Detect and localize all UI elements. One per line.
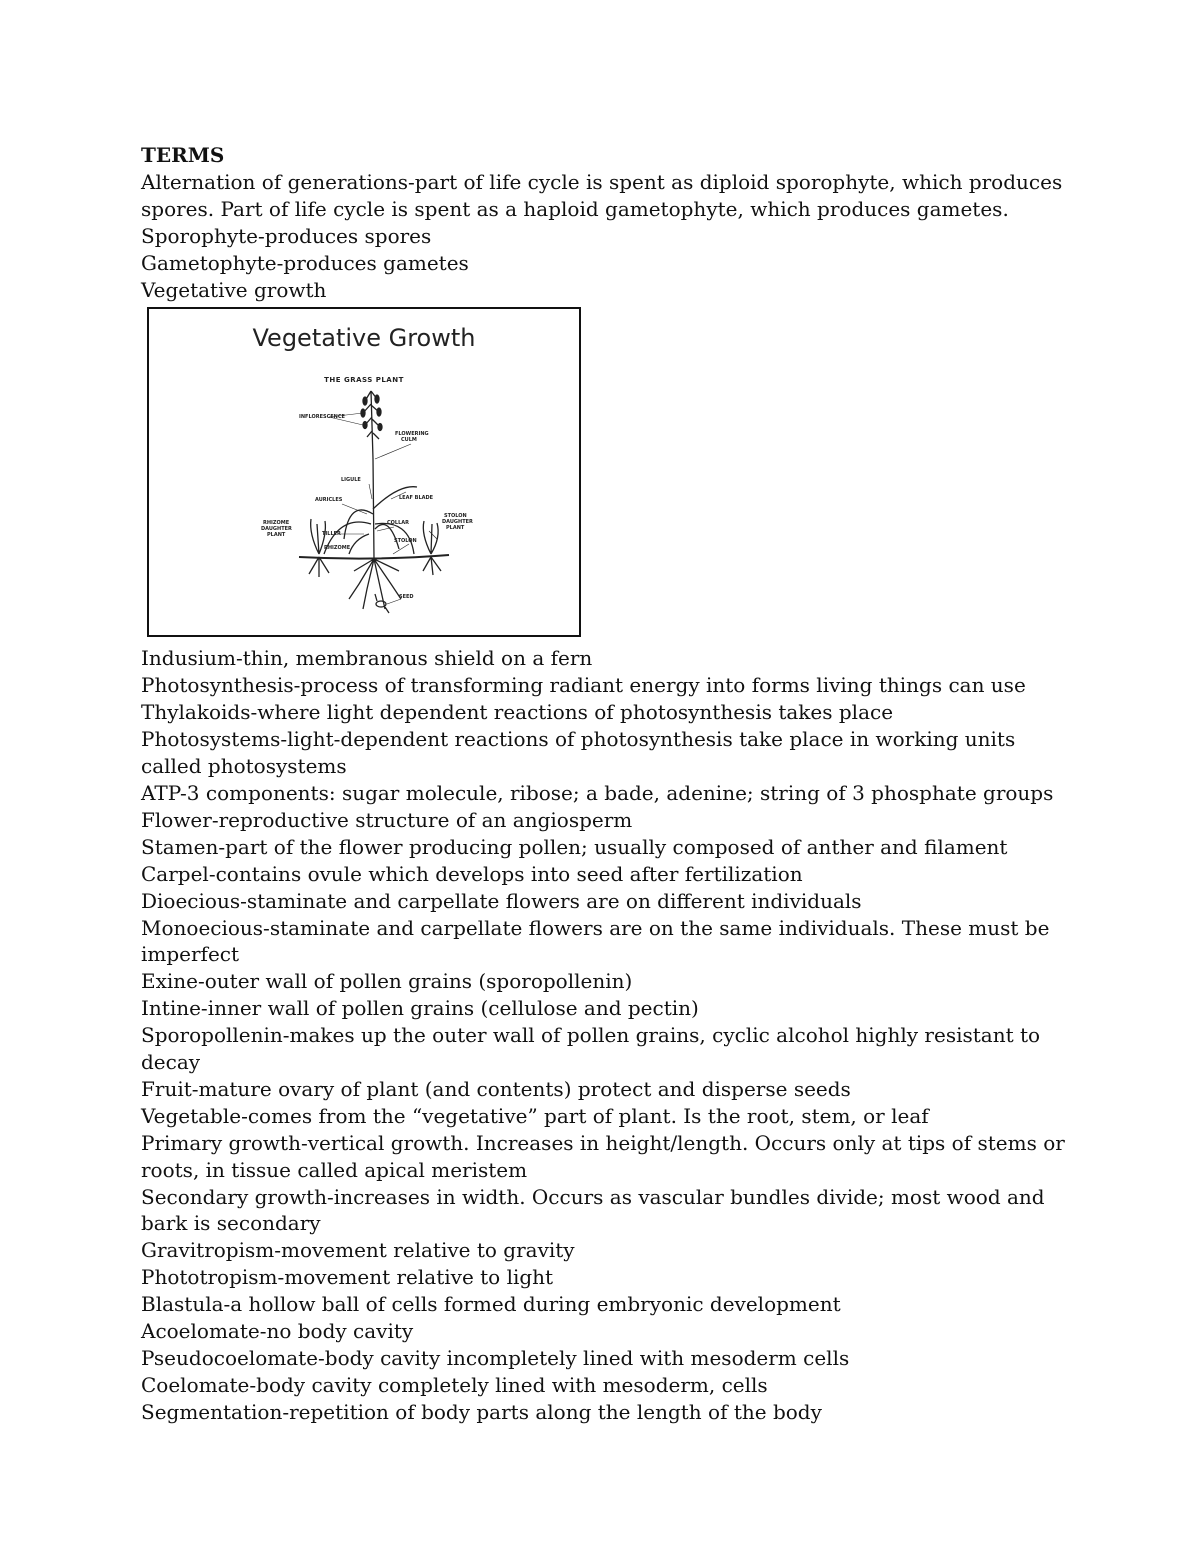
term-flower: Flower-reproductive structure of an angiosperm: [141, 807, 633, 832]
label-stolon: STOLON: [394, 538, 417, 545]
document-page: [141, 142, 1071, 1426]
term-indusium: Indusium-thin, membranous shield on a fern: [141, 646, 593, 671]
label-rhizome-daughter-1: RHIZOME: [263, 520, 290, 527]
grass-plant-illustration: [149, 309, 579, 635]
term-acoelomate: Acoelomate-no body cavity: [141, 1319, 414, 1344]
page-heading: TERMS: [141, 143, 225, 167]
term-stamen: Stamen-part of the flower producing pollen; usually composed of anther and filament: [141, 834, 1008, 859]
label-flowering: FLOWERING: [395, 431, 429, 438]
figure-subtitle: THE GRASS PLANT: [324, 376, 404, 385]
term-dioecious: Dioecious-staminate and carpellate flowers are on different individuals: [141, 888, 862, 913]
term-exine: Exine-outer wall of pollen grains (sporopollenin): [141, 969, 633, 994]
term-blastula: Blastula-a hollow ball of cells formed during embryonic development: [141, 1292, 841, 1317]
label-culm: CULM: [401, 437, 417, 444]
term-sporopollenin: Sporopollenin-makes up the outer wall of pollen grains, cyclic alcohol highly resistant to decay: [141, 1023, 1041, 1075]
intro-line-alternation: Alternation of generations-part of life cycle is spent as diploid sporophyte, which produces spores. Part of life cycle is spent as a haploid gametophyte, which produces gametes.: [141, 169, 1063, 221]
term-phototropism: Phototropism-movement relative to light: [141, 1265, 554, 1290]
intro-line-sporophyte: Sporophyte-produces spores: [141, 223, 432, 248]
term-vegetable: Vegetable-comes from the “vegetative” part of plant. Is the root, stem, or leaf: [141, 1103, 929, 1128]
label-stolon-daughter-3: PLANT: [446, 525, 465, 532]
label-seed: SEED: [399, 594, 414, 601]
term-atp: ATP-3 components: sugar molecule, ribose; a bade, adenine; string of 3 phosphate groups: [141, 780, 1054, 805]
intro-line-gametophyte: Gametophyte-produces gametes: [141, 250, 469, 275]
term-monoecious: Monoecious-staminate and carpellate flowers are on the same individuals. These must be imperfect: [141, 915, 1050, 967]
label-rhizome: RHIZOME: [324, 545, 351, 552]
label-rhizome-daughter-3: PLANT: [267, 532, 286, 539]
intro-line-vegetative: Vegetative growth: [141, 277, 327, 302]
label-rhizome-daughter-2: DAUGHTER: [261, 526, 292, 533]
term-carpel: Carpel-contains ovule which develops into seed after fertilization: [141, 861, 803, 886]
label-stolon-daughter-1: STOLON: [444, 513, 467, 520]
term-gravitropism: Gravitropism-movement relative to gravity: [141, 1238, 575, 1263]
term-secondary-growth: Secondary growth-increases in width. Occurs as vascular bundles divide; most wood and bark is secondary: [141, 1184, 1045, 1236]
term-photosystems: Photosystems-light-dependent reactions of photosynthesis take place in working units called photosystems: [141, 727, 1016, 779]
label-ligule: LIGULE: [341, 477, 361, 484]
label-stolon-daughter-2: DAUGHTER: [442, 519, 473, 526]
term-fruit: Fruit-mature ovary of plant (and contents) protect and disperse seeds: [141, 1076, 851, 1101]
label-tiller: TILLER: [322, 531, 341, 538]
term-photosynthesis: Photosynthesis-process of transforming radiant energy into forms living things can use: [141, 673, 1026, 698]
term-intine: Intine-inner wall of pollen grains (cellulose and pectin): [141, 996, 699, 1021]
figure-title: Vegetative Growth: [252, 324, 476, 353]
term-segmentation: Segmentation-repetition of body parts along the length of the body: [141, 1399, 822, 1424]
label-auricles: AURICLES: [315, 497, 343, 504]
label-collar: COLLAR: [387, 520, 410, 527]
term-thylakoids: Thylakoids-where light dependent reactions of photosynthesis takes place: [141, 700, 894, 725]
vegetative-growth-figure: [147, 307, 581, 637]
label-inflorescence: INFLORESCENCE: [299, 414, 345, 421]
label-leaf-blade: LEAF BLADE: [399, 495, 434, 502]
term-pseudocoelomate: Pseudocoelomate-body cavity incompletely lined with mesoderm cells: [141, 1346, 850, 1370]
term-primary-growth: Primary growth-vertical growth. Increases in height/length. Occurs only at tips of stems or roots, in tissue called apical meristem: [141, 1130, 1065, 1182]
term-coelomate: Coelomate-body cavity completely lined with mesoderm, cells: [141, 1372, 768, 1397]
